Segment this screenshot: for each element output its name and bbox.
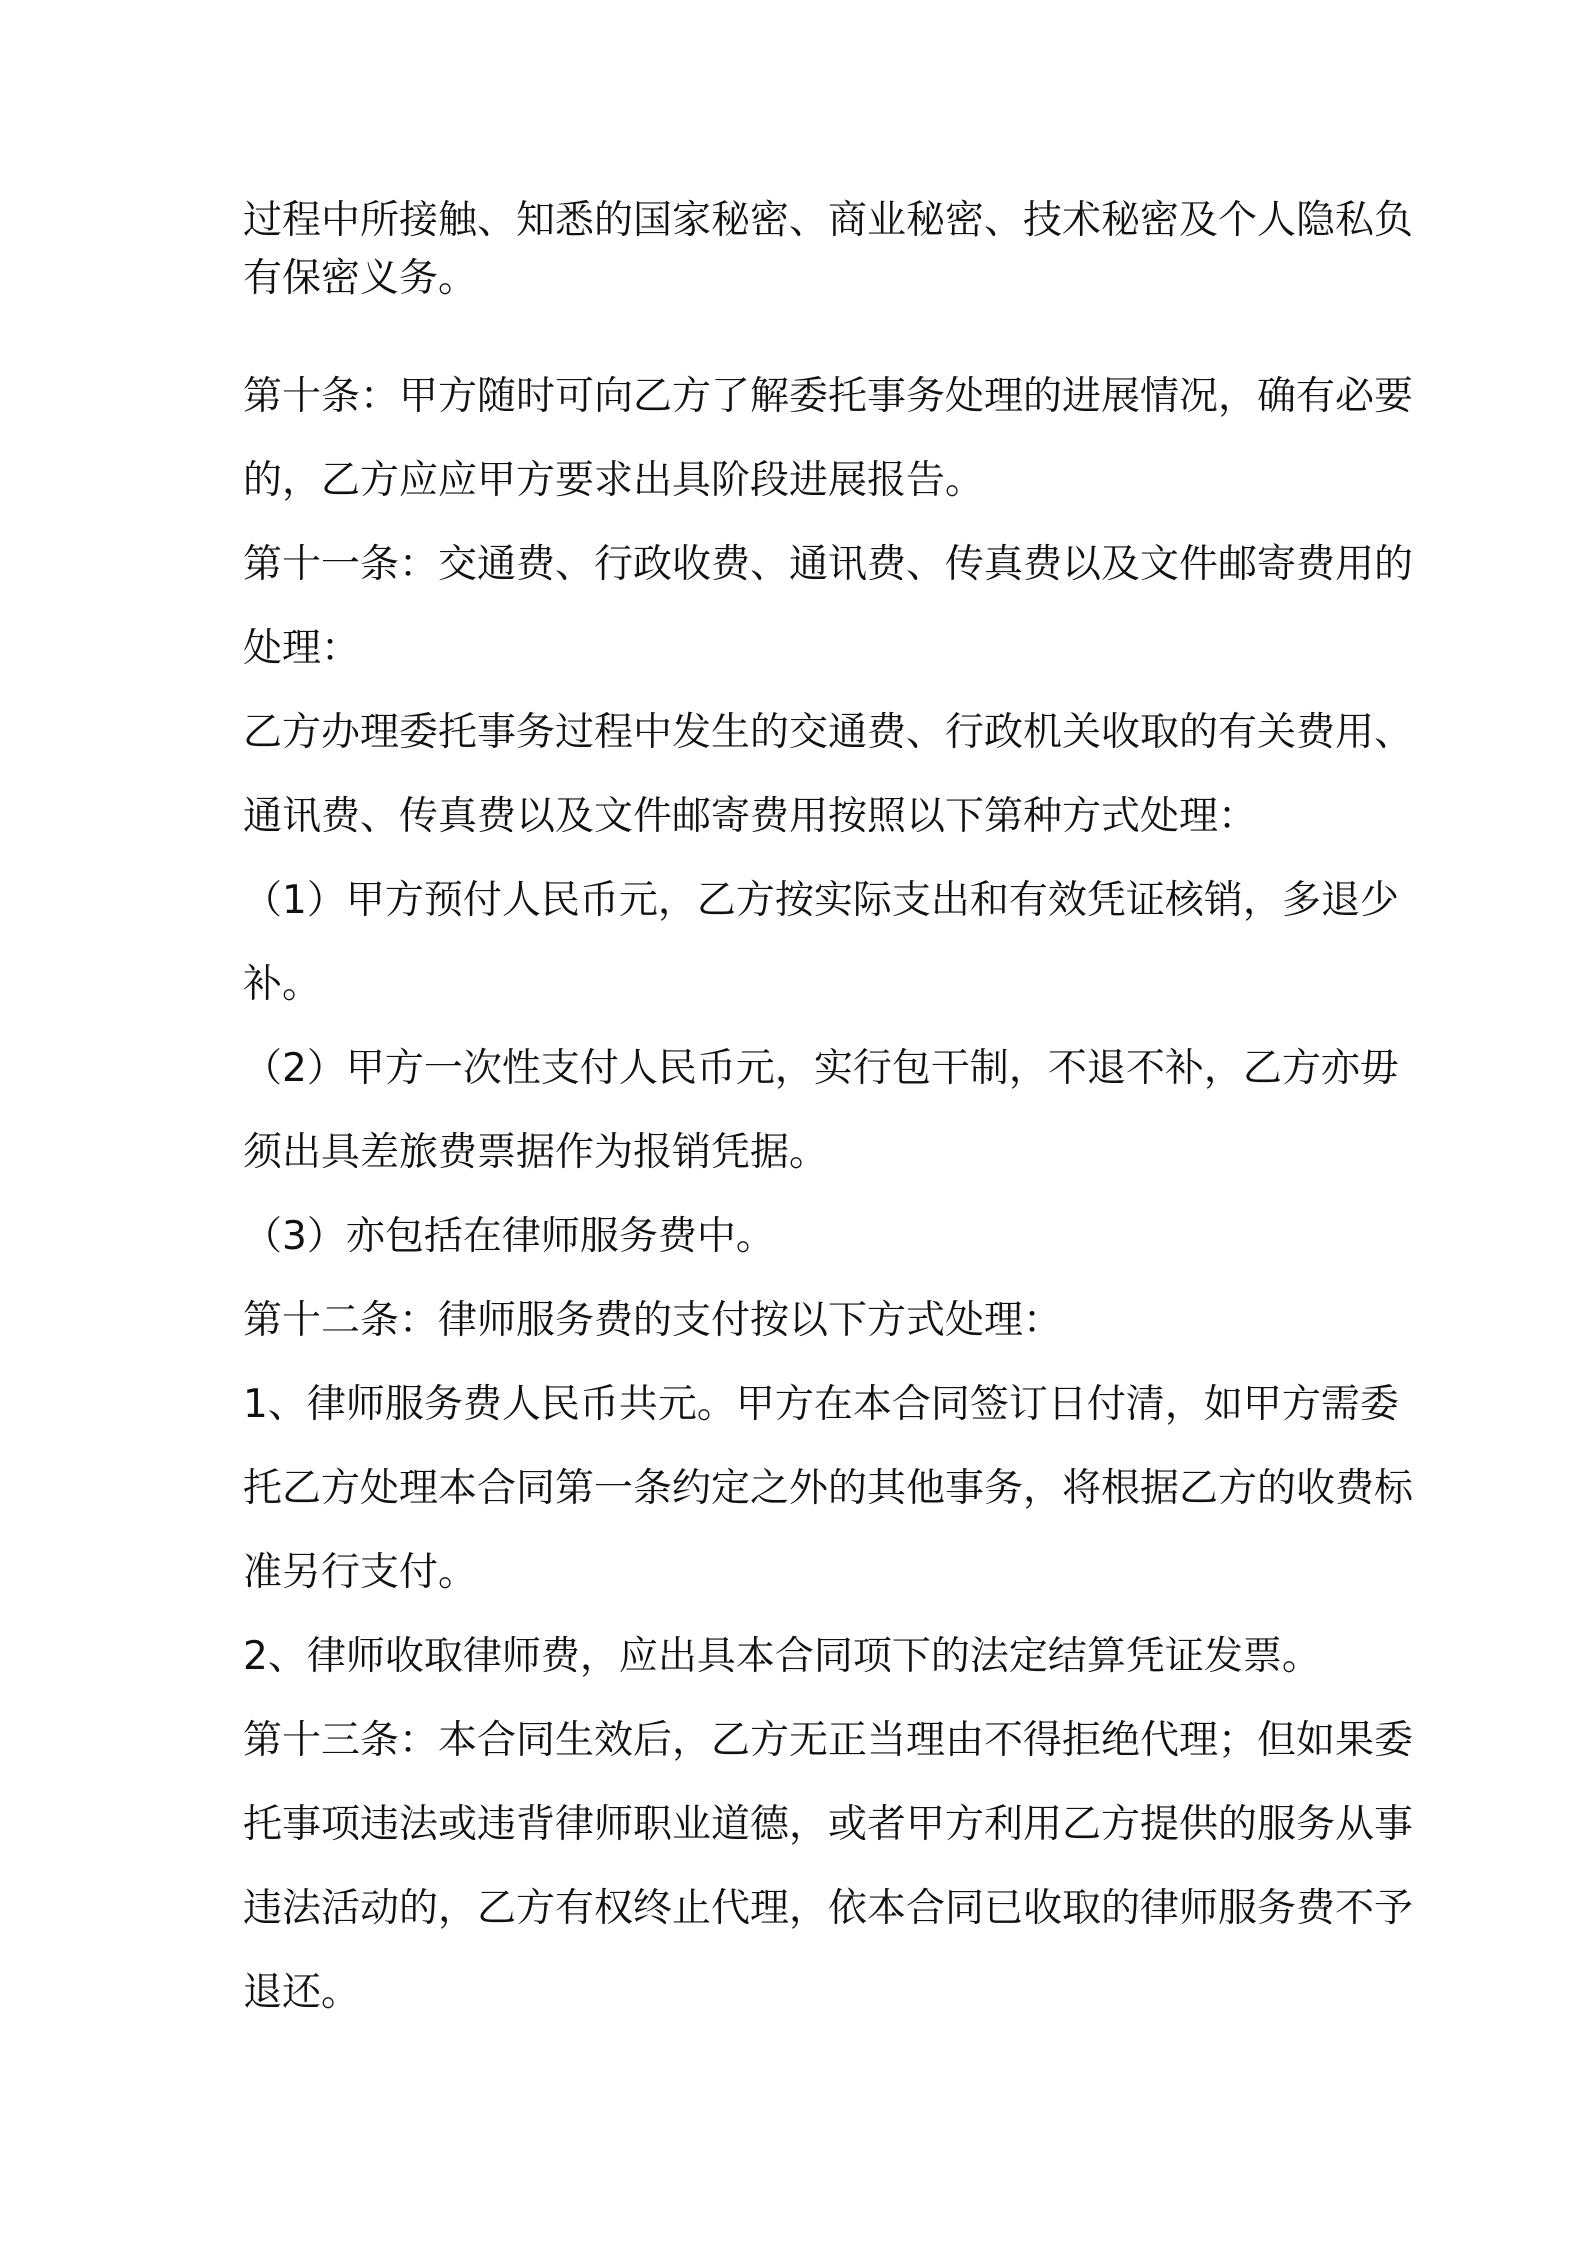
text-line: 须出具差旅费票据作为报销凭据。: [243, 1130, 829, 1175]
text-line: （1）甲方预付人民币元，乙方按实际支出和有效凭证核销，多退少: [243, 878, 1399, 923]
text-line: （2）甲方一次性支付人民币元，实行包干制，不退不补，乙方亦毋: [243, 1046, 1399, 1091]
text-line: 托乙方处理本合同第一条约定之外的其他事务，将根据乙方的收费标: [243, 1466, 1414, 1511]
text-line: 的，乙方应应甲方要求出具阶段进展报告。: [243, 458, 985, 503]
text-line: 1、律师服务费人民币共元。甲方在本合同签订日付清，如甲方需委: [243, 1382, 1399, 1427]
text-line: 过程中所接触、知悉的国家秘密、商业秘密、技术秘密及个人隐私负: [243, 198, 1414, 243]
text-line: 第十二条：律师服务费的支付按以下方式处理：: [243, 1298, 1063, 1343]
text-line: 通讯费、传真费以及文件邮寄费用按照以下第种方式处理：: [243, 794, 1258, 839]
text-line: 托事项违法或违背律师职业道德，或者甲方利用乙方提供的服务从事: [243, 1802, 1414, 1847]
text-line: （3）亦包括在律师服务费中。: [243, 1214, 775, 1259]
text-line: 第十一条：交通费、行政收费、通讯费、传真费以及文件邮寄费用的: [243, 542, 1414, 587]
text-line: 有保密义务。: [243, 256, 478, 301]
text-line: 第十三条：本合同生效后，乙方无正当理由不得拒绝代理；但如果委: [243, 1718, 1414, 1763]
text-line: 处理：: [243, 626, 361, 671]
text-line: 准另行支付。: [243, 1550, 478, 1595]
text-line: 补。: [243, 962, 322, 1007]
text-line: 2、律师收取律师费，应出具本合同项下的法定结算凭证发票。: [243, 1634, 1321, 1679]
text-line: 违法活动的，乙方有权终止代理，依本合同已收取的律师服务费不予: [243, 1886, 1414, 1931]
text-line: 乙方办理委托事务过程中发生的交通费、行政机关收取的有关费用、: [243, 710, 1414, 755]
text-line: 退还。: [243, 1970, 361, 2015]
text-line: 第十条：甲方随时可向乙方了解委托事务处理的进展情况，确有必要: [243, 374, 1414, 419]
